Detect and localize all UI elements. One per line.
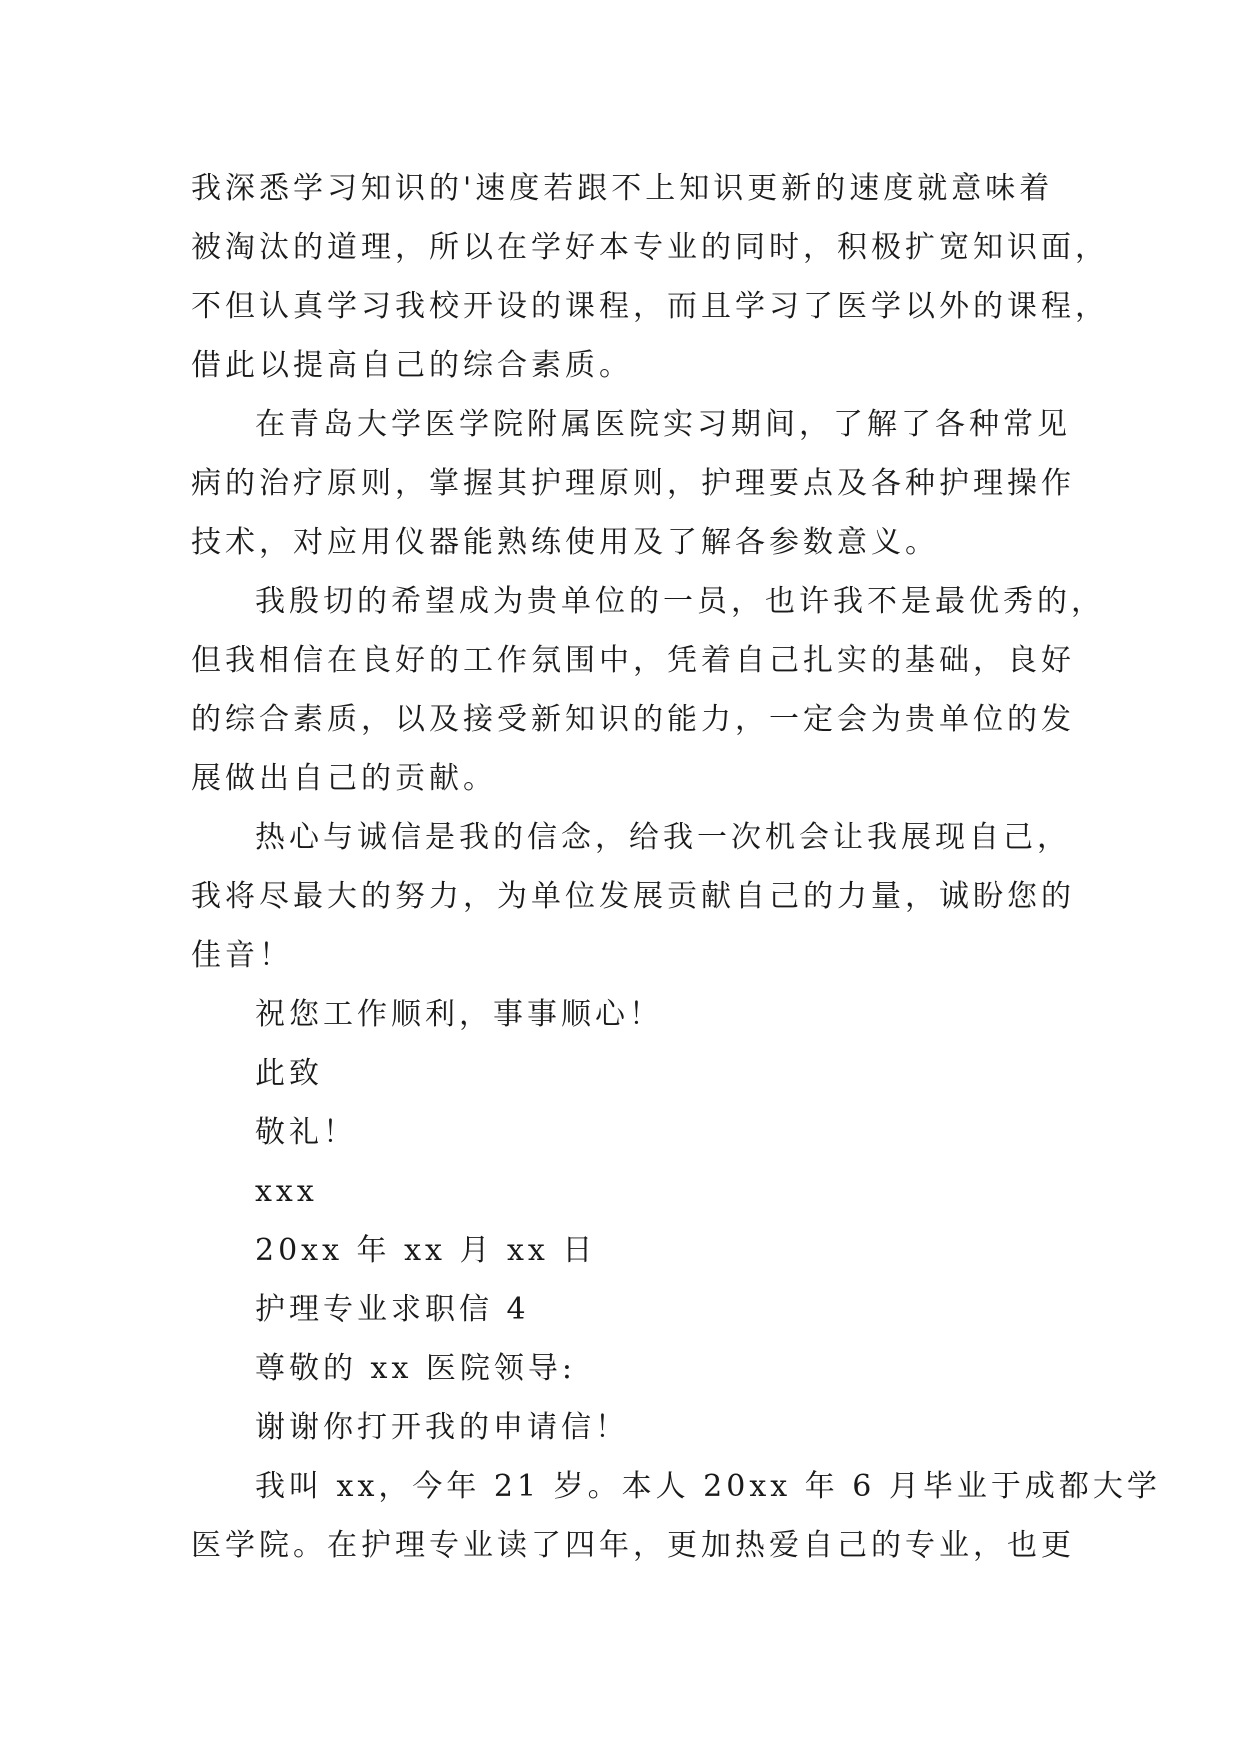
paragraph-line: 借此以提高自己的综合素质。 bbox=[191, 348, 633, 383]
section-title: 护理专业求职信 4 bbox=[255, 1292, 530, 1327]
paragraph-line: 我叫 xx，今年 21 岁。本人 20xx 年 6 月毕业于成都大学 bbox=[255, 1469, 1161, 1504]
paragraph-line: 病的治疗原则，掌握其护理原则，护理要点及各种护理操作 bbox=[191, 466, 1075, 501]
paragraph-line: 我将尽最大的努力，为单位发展贡献自己的力量，诚盼您的 bbox=[191, 879, 1075, 914]
paragraph-line: 被淘汰的道理，所以在学好本专业的同时，积极扩宽知识面， bbox=[191, 230, 1109, 265]
paragraph-line: 我殷切的希望成为贵单位的一员，也许我不是最优秀的， bbox=[255, 584, 1105, 619]
document-body bbox=[191, 159, 1161, 1575]
closing-respect: 敬礼！ bbox=[255, 1115, 357, 1150]
paragraph-line: 医学院。在护理专业读了四年，更加热爱自己的专业，也更 bbox=[191, 1528, 1075, 1563]
closing-salutation: 此致 bbox=[255, 1056, 323, 1091]
paragraph-line: 热心与诚信是我的信念，给我一次机会让我展现自己， bbox=[255, 820, 1071, 855]
signature-date: 20xx 年 xx 月 xx 日 bbox=[255, 1233, 597, 1268]
paragraph-line: 在青岛大学医学院附属医院实习期间，了解了各种常见 bbox=[255, 407, 1071, 442]
closing-wish: 祝您工作顺利，事事顺心！ bbox=[255, 997, 663, 1032]
paragraph-line: 但我相信在良好的工作氛围中，凭着自己扎实的基础，良好 bbox=[191, 643, 1075, 678]
signature-name: xxx bbox=[255, 1174, 318, 1209]
paragraph-line: 展做出自己的贡献。 bbox=[191, 761, 497, 796]
letter-greeting: 尊敬的 xx 医院领导: bbox=[255, 1351, 577, 1386]
paragraph-line: 佳音！ bbox=[191, 938, 293, 973]
paragraph-line: 技术，对应用仪器能熟练使用及了解各参数意义。 bbox=[191, 525, 939, 560]
paragraph-line: 谢谢你打开我的申请信！ bbox=[255, 1410, 629, 1445]
paragraph-line: 不但认真学习我校开设的课程，而且学习了医学以外的课程， bbox=[191, 289, 1109, 324]
paragraph-line: 的综合素质，以及接受新知识的能力，一定会为贵单位的发 bbox=[191, 702, 1075, 737]
paragraph-line: 我深悉学习知识的'速度若跟不上知识更新的速度就意味着 bbox=[191, 171, 1054, 206]
